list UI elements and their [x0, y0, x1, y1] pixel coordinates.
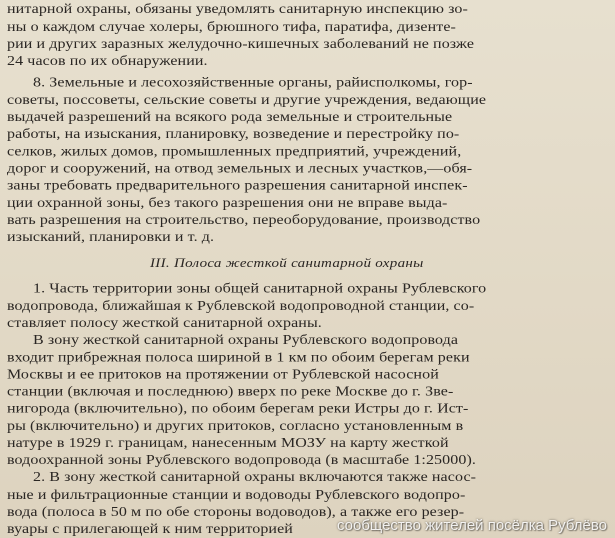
paragraph-first-line: В зону жесткой санитарной охраны Рублевского водопровода	[33, 332, 459, 348]
text-line: вуары с прилегающей к ним территорией	[7, 521, 293, 537]
paragraph-8-first-line: 8. Земельные и лесохозяйственные органы, райисполкомы, гор-	[33, 75, 473, 91]
text-line: 24 часов по их обнаружении.	[7, 54, 208, 69]
text-line: вать разрешения на строительство, переоборудование, производство	[7, 212, 481, 228]
text-line: нитарной охраны, обязаны уведомлять санитарную инспекцию зо-	[7, 1, 468, 17]
text-line: ции охранной зоны, без такого разрешения они не вправе выда-	[7, 195, 448, 211]
text-line: натуре в 1929 г. границам, нанесенным МОЗУ на карту жесткой	[7, 435, 449, 451]
text-line: советы, поссоветы, сельские советы и другие учреждения, ведающие	[7, 92, 487, 108]
text-line: ставляет полосу жесткой санитарной охраны.	[7, 315, 322, 331]
text-line: дорог и сооружений, на отвод земельных и лесных участков,—обя-	[7, 161, 473, 176]
text-line: станции (включая и последнюю) вверх по реке Москве до г. Зве-	[7, 384, 454, 400]
text-line: водоохранной зоны Рублевского водопровода (в масштабе 1:25000).	[7, 453, 476, 468]
text-line: изысканий, планировки и т. д.	[7, 229, 215, 245]
text-line: ры (включительно) и других притоков, согласно установленным в	[7, 418, 464, 434]
text-line: ны о каждом случае холеры, брюшного тифа, паратифа, дизенте-	[7, 19, 456, 35]
text-line: вода (полоса в 50 м по обе стороны водоводов), а также его резер-	[7, 504, 465, 520]
text-line: селков, жилых домов, промышленных предприятий, учреждений,	[7, 144, 462, 159]
watermark-text: сообщество жителей посёлка Рублёво	[336, 517, 607, 534]
text-line: водопровода, ближайшая к Рублевской водопроводной станции, со-	[7, 298, 475, 314]
text-line: входит прибрежная полоса шириной в 1 км по обоим берегам реки	[7, 350, 470, 365]
section-heading: III. Полоса жесткой санитарной охраны	[150, 256, 424, 271]
text-line: рии и других заразных желудочно-кишечных заболеваний не позже	[7, 36, 475, 52]
paragraph-1-first-line: 1. Часть территории зоны общей санитарной охраны Рублевского	[33, 281, 487, 297]
text-line: ные и фильтрационные станции и водоводы Рублевского водопро-	[7, 487, 466, 502]
text-line: заны требовать предварительного разрешения санитарной инспек-	[7, 178, 468, 194]
text-line: Москвы и ее притоков на протяжении от Рублевской насосной	[7, 367, 439, 382]
text-line: работы, на изыскания, планировку, возведение и перестройку по-	[7, 126, 460, 142]
text-line: 2. В зону жесткой санитарной охраны включаются также насос-	[33, 470, 477, 485]
text-line: нигорода (включительно), по обоим берегам реки Истры до г. Ист-	[7, 401, 469, 417]
text-line: выдачей разрешений на всякого рода земельные и строительные	[7, 109, 453, 125]
